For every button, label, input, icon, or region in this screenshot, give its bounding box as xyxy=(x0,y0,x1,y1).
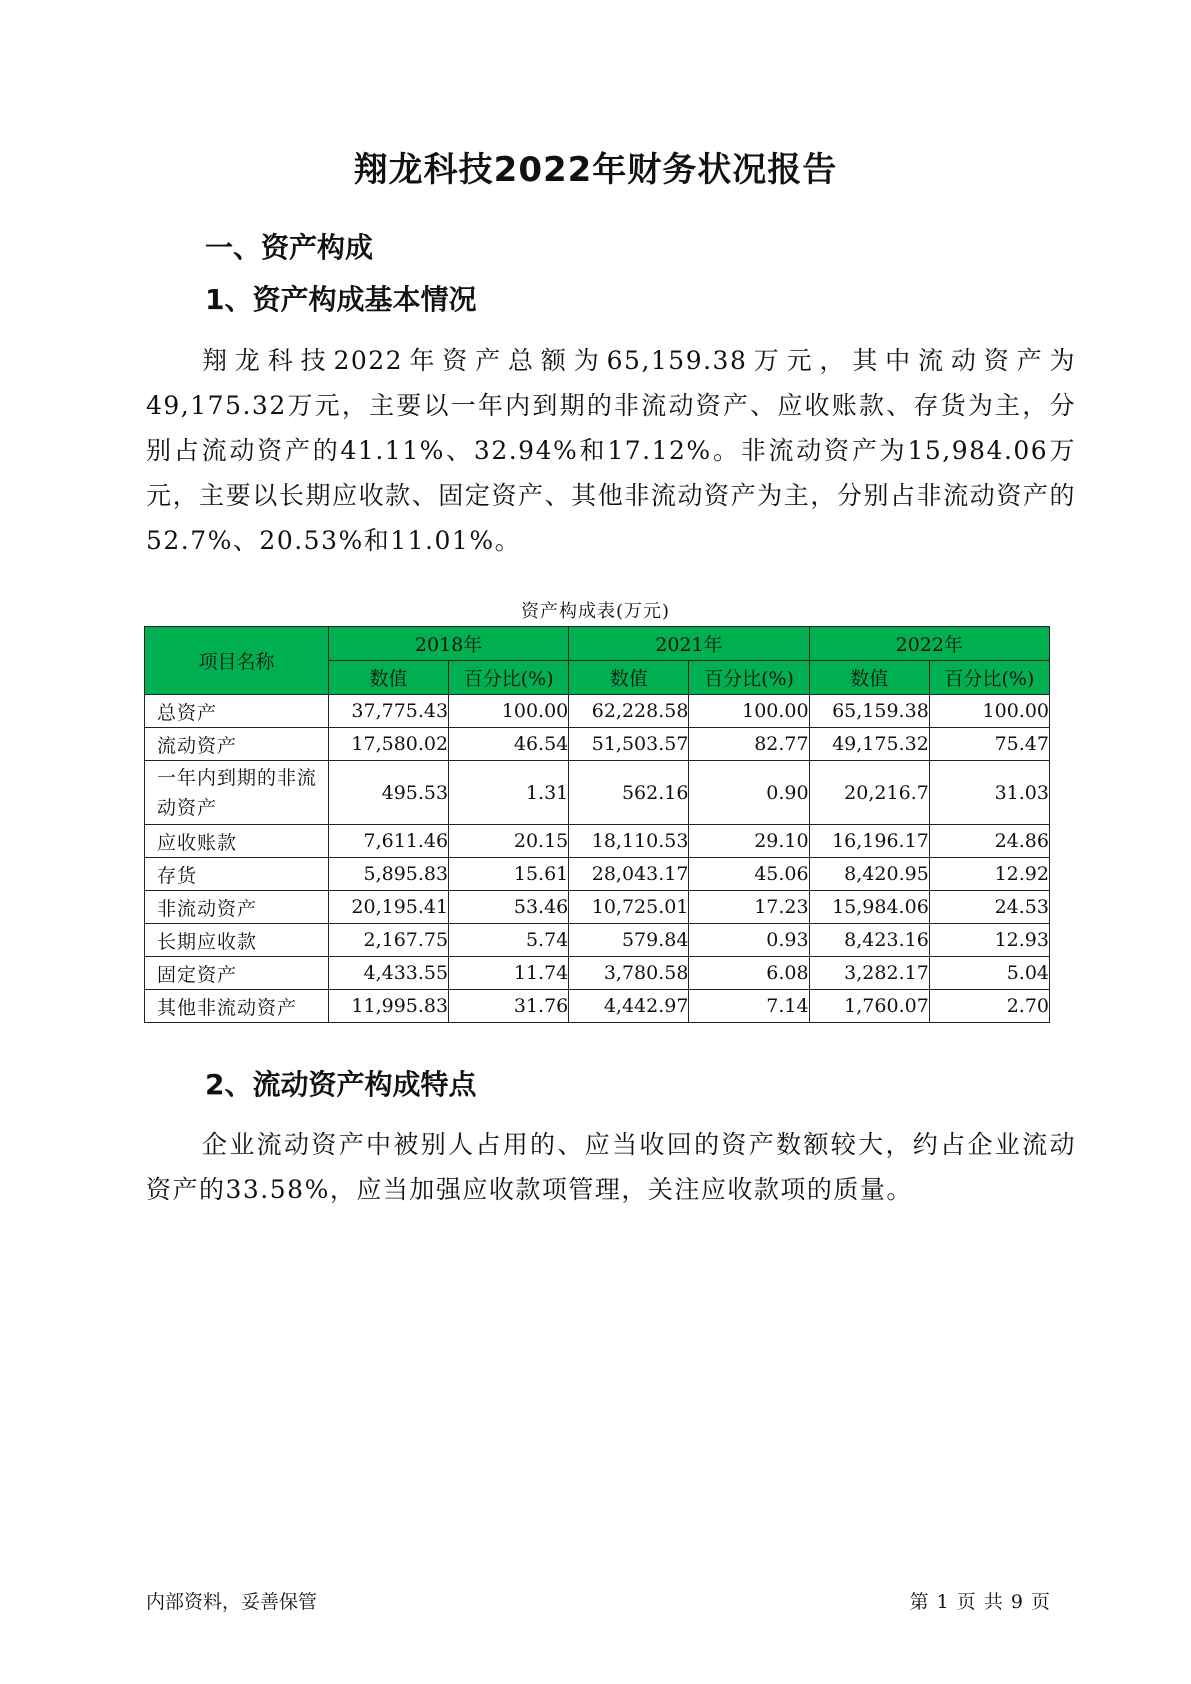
header-year-2018: 2018年 xyxy=(328,627,568,661)
header-percent: 百分比(%) xyxy=(689,661,809,695)
cell-percent: 100.00 xyxy=(449,695,569,728)
cell-value: 3,282.17 xyxy=(809,957,929,990)
header-percent: 百分比(%) xyxy=(449,661,569,695)
cell-value: 3,780.58 xyxy=(569,957,689,990)
cell-percent: 6.08 xyxy=(689,957,809,990)
cell-percent: 0.90 xyxy=(689,761,809,825)
cell-value: 7,611.46 xyxy=(328,825,448,858)
table-row xyxy=(145,695,1050,728)
table-row xyxy=(145,891,1050,924)
cell-percent: 7.14 xyxy=(689,990,809,1023)
table-row xyxy=(145,761,1050,825)
table-row xyxy=(145,728,1050,761)
report-title: 翔龙科技2022年财务状况报告 xyxy=(353,150,838,190)
asset-composition-table xyxy=(144,626,1050,1023)
header-value: 数值 xyxy=(569,661,689,695)
cell-value: 16,196.17 xyxy=(809,825,929,858)
cell-percent: 29.10 xyxy=(689,825,809,858)
cell-percent: 75.47 xyxy=(929,728,1049,761)
header-item-name: 项目名称 xyxy=(145,627,329,695)
cell-value: 4,442.97 xyxy=(569,990,689,1023)
footer-page-number: 第 1 页 共 9 页 xyxy=(909,1591,1051,1613)
cell-percent: 100.00 xyxy=(689,695,809,728)
cell-percent: 0.93 xyxy=(689,924,809,957)
cell-value: 2,167.75 xyxy=(328,924,448,957)
table-row xyxy=(145,990,1050,1023)
cell-percent: 24.53 xyxy=(929,891,1049,924)
table-row xyxy=(145,924,1050,957)
cell-value: 49,175.32 xyxy=(809,728,929,761)
footer-confidential-note: 内部资料，妥善保管 xyxy=(146,1591,318,1613)
cell-value: 495.53 xyxy=(328,761,448,825)
cell-value: 8,423.16 xyxy=(809,924,929,957)
cell-percent: 53.46 xyxy=(449,891,569,924)
row-label: 一年内到期的非流动资产 xyxy=(145,761,329,825)
table-row xyxy=(145,825,1050,858)
header-value: 数值 xyxy=(809,661,929,695)
cell-percent: 46.54 xyxy=(449,728,569,761)
cell-percent: 12.92 xyxy=(929,858,1049,891)
cell-value: 51,503.57 xyxy=(569,728,689,761)
row-label: 流动资产 xyxy=(145,728,329,761)
table-caption: 资产构成表(万元) xyxy=(520,601,671,622)
subsection-heading-basic-situation: 1、资产构成基本情况 xyxy=(205,283,477,316)
table-row xyxy=(145,858,1050,891)
cell-value: 5,895.83 xyxy=(328,858,448,891)
cell-percent: 2.70 xyxy=(929,990,1049,1023)
header-percent: 百分比(%) xyxy=(929,661,1049,695)
section-heading-asset-composition: 一、资产构成 xyxy=(205,231,374,264)
cell-percent: 11.74 xyxy=(449,957,569,990)
cell-value: 20,216.7 xyxy=(809,761,929,825)
cell-percent: 5.74 xyxy=(449,924,569,957)
cell-value: 562.16 xyxy=(569,761,689,825)
cell-percent: 20.15 xyxy=(449,825,569,858)
header-year-2022: 2022年 xyxy=(809,627,1049,661)
paragraph-current-assets: 企业流动资产中被别人占用的、应当收回的资产数额较大，约占企业流动资产的33.58%，应当加强应收款项管理，关注应收款项的质量。 xyxy=(146,1130,1076,1204)
cell-value: 65,159.38 xyxy=(809,695,929,728)
cell-percent: 12.93 xyxy=(929,924,1049,957)
row-label: 非流动资产 xyxy=(145,891,329,924)
table-row xyxy=(145,957,1050,990)
cell-value: 17,580.02 xyxy=(328,728,448,761)
row-label: 长期应收款 xyxy=(145,924,329,957)
cell-value: 37,775.43 xyxy=(328,695,448,728)
cell-value: 28,043.17 xyxy=(569,858,689,891)
cell-value: 62,228.58 xyxy=(569,695,689,728)
row-label: 存货 xyxy=(145,858,329,891)
subsection-heading-current-assets: 2、流动资产构成特点 xyxy=(205,1068,477,1101)
header-year-2021: 2021年 xyxy=(569,627,809,661)
paragraph-asset-summary: 翔龙科技2022年资产总额为65,159.38万元，其中流动资产为49,175.32万元，主要以一年内到期的非流动资产、应收账款、存货为主，分别占流动资产的41.11%、32.94%和17.12%。非流动资产为15,984.06万元，主要以长期应收款、固定资产、其他非流动资产为主，分别占非流动资产的52.7%、20.53%和11.01%。 xyxy=(146,346,1076,555)
cell-percent: 15.61 xyxy=(449,858,569,891)
cell-percent: 24.86 xyxy=(929,825,1049,858)
cell-value: 18,110.53 xyxy=(569,825,689,858)
cell-percent: 100.00 xyxy=(929,695,1049,728)
row-label: 其他非流动资产 xyxy=(145,990,329,1023)
cell-percent: 5.04 xyxy=(929,957,1049,990)
header-value: 数值 xyxy=(328,661,448,695)
cell-percent: 31.03 xyxy=(929,761,1049,825)
cell-value: 10,725.01 xyxy=(569,891,689,924)
cell-value: 11,995.83 xyxy=(328,990,448,1023)
cell-percent: 31.76 xyxy=(449,990,569,1023)
row-label: 应收账款 xyxy=(145,825,329,858)
cell-value: 1,760.07 xyxy=(809,990,929,1023)
cell-percent: 17.23 xyxy=(689,891,809,924)
cell-percent: 45.06 xyxy=(689,858,809,891)
cell-value: 8,420.95 xyxy=(809,858,929,891)
cell-percent: 1.31 xyxy=(449,761,569,825)
cell-value: 4,433.55 xyxy=(328,957,448,990)
row-label: 总资产 xyxy=(145,695,329,728)
row-label: 固定资产 xyxy=(145,957,329,990)
cell-value: 15,984.06 xyxy=(809,891,929,924)
cell-value: 20,195.41 xyxy=(328,891,448,924)
cell-value: 579.84 xyxy=(569,924,689,957)
cell-percent: 82.77 xyxy=(689,728,809,761)
